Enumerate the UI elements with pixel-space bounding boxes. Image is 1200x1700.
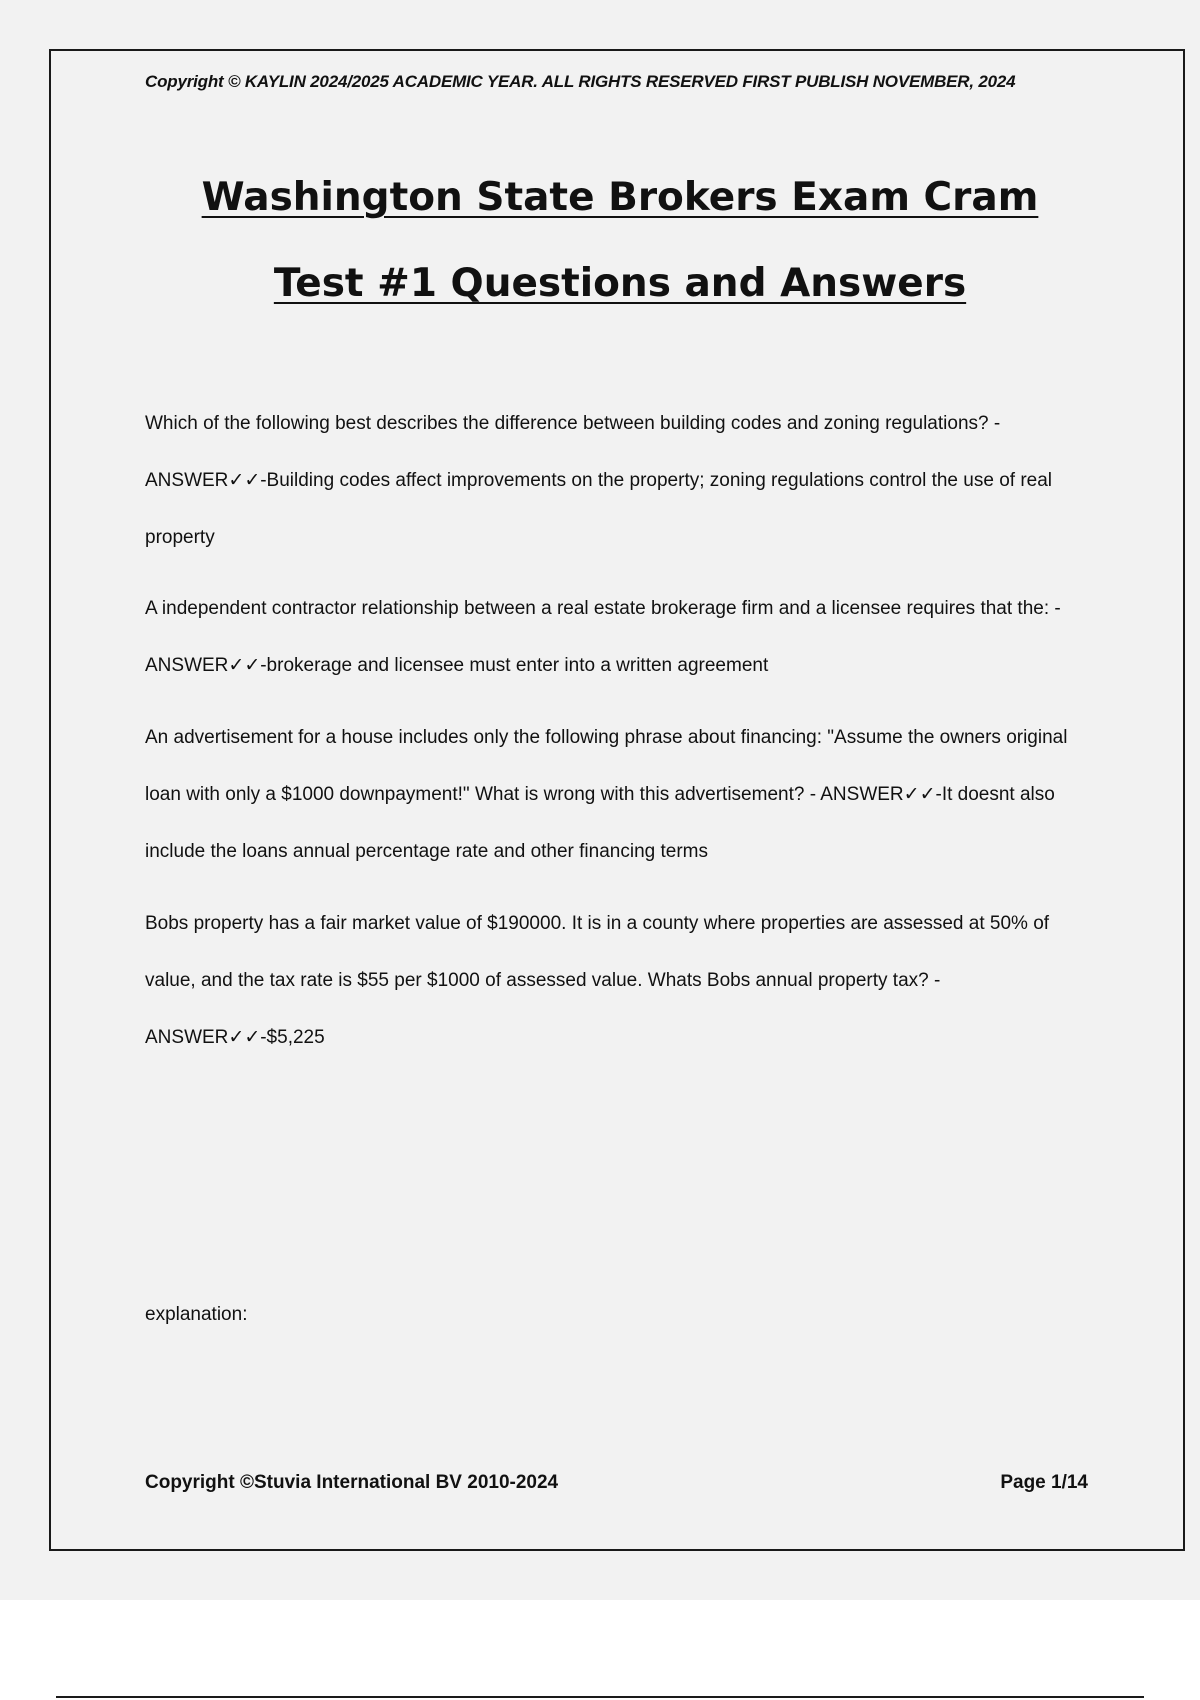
question-answer-2: A independent contractor relationship between a real estate brokerage firm and a licensee requires that the: - ANSWER✓✓-brokerage and licensee must enter into a written agreement — [145, 598, 1061, 676]
title-text-line-2: Test #1 Questions and Answers — [273, 261, 967, 306]
document-title-line-2 — [0, 261, 1200, 306]
question-answer-3: An advertisement for a house includes only the following phrase about financing: "Assume the owners original loan with only a $1000 downpayment!" What is wrong with this advertisement? - ANSWER✓✓-It doesnt also include the loans annual percentage rate and other financing terms — [145, 727, 1068, 862]
title-text-line-1: Washington State Brokers Exam Cram — [201, 175, 1039, 220]
document-title-line-1 — [0, 175, 1200, 220]
explanation-label: explanation: — [145, 1304, 248, 1325]
question-answer-4: Bobs property has a fair market value of $190000. It is in a county where properties are assessed at 50% of value, and the tax rate is $55 per $1000 of assessed value. Whats Bobs annual property tax? - ANSWER✓✓-$5,225 — [145, 913, 1050, 1048]
next-page-divider — [56, 1696, 1144, 1698]
footer-copyright: Copyright ©Stuvia International BV 2010-2024 — [145, 1472, 559, 1493]
page-number: Page 1/14 — [1000, 1472, 1088, 1493]
question-answer-1: Which of the following best describes the difference between building codes and zoning regulations? - ANSWER✓✓-Building codes affect improvements on the property; zoning regulations control the use of real property — [145, 413, 1052, 548]
header-copyright: Copyright © KAYLIN 2024/2025 ACADEMIC YEAR. ALL RIGHTS RESERVED FIRST PUBLISH NOVEMBER, 2024 — [145, 72, 1016, 91]
